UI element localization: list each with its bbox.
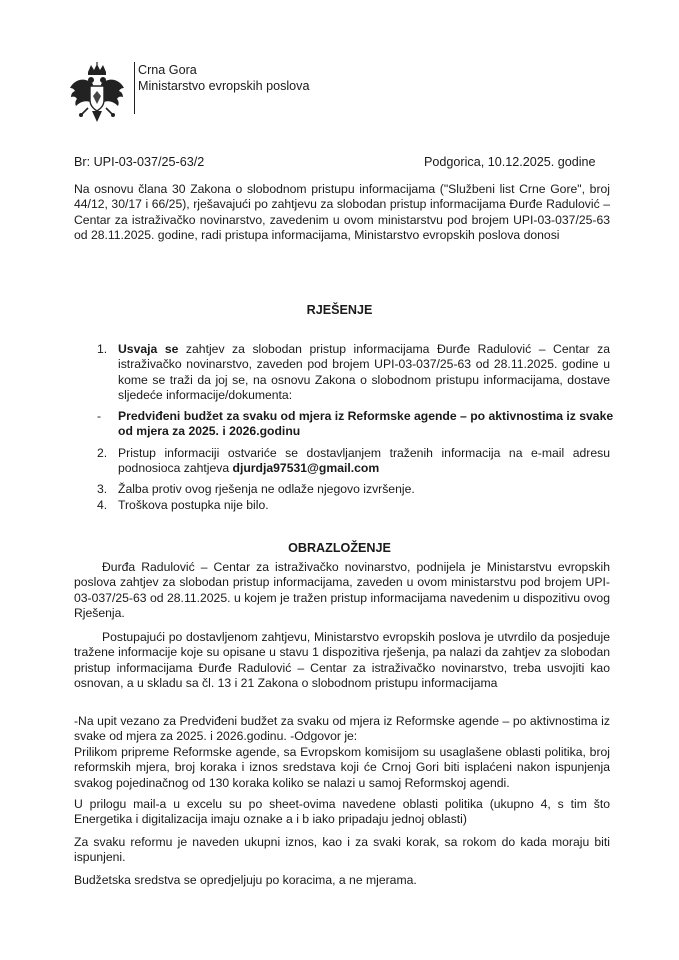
coat-of-arms-icon xyxy=(66,62,128,126)
reasoning-paragraph-4: Prilikom pripreme Reformske agende, sa Evropskom komisijom su usaglašene oblasti politika, broj reformskih mjera, broj koraka i iznos sredstava koji će Crnoj Gori biti isplaćeni nakon ispunjenja svakog pojedinačnog od 130 koraka koliko se nalazi u samoj Reformskoj agendi. xyxy=(74,745,610,790)
reasoning-paragraph-6: Za svaku reformu je naveden ukupni iznos, kao i za svaki korak, sa rokom do kada moraju biti ispunjeni. xyxy=(74,835,610,865)
reasoning-paragraph-5: U prilogu mail-a u excelu su po sheet-ovima navedene oblasti politika (ukupno 4, s tim što Energetika i digitalizacija imaju oznake a i b iako pripadaju jednoj oblasti) xyxy=(74,797,610,827)
document-number: Br: UPI-03-037/25-63/2 xyxy=(74,155,205,169)
item-3-text: Žalba protiv ovog rješenja ne odlaže njegovo izvršenje. xyxy=(118,482,415,496)
item-2-number: 2. xyxy=(97,446,108,460)
requester-email: djurdja97531@gmail.com xyxy=(232,461,380,476)
reasoning-paragraph-1: Đurđa Radulović – Centar za istraživačko novinarstvo, podnijela je Ministarstvu evropskih poslova zahtjev za slobodan pristup informacijama, zaveden u ovom ministarstvu pod brojem UPI-03-037/25-63 od 28.11.2025. u kojem je tražen pristup informacijama navedenim u dispozitivu ovog Rješenja. xyxy=(74,560,610,620)
decision-title: RJEŠENJE xyxy=(306,303,373,317)
place-date: Podgorica, 10.12.2025. godine xyxy=(424,155,596,169)
item-1-bold: Usvaja se xyxy=(118,342,179,356)
header-country: Crna Gora xyxy=(138,63,197,77)
item-3-number: 3. xyxy=(97,482,108,496)
reasoning-title: OBRAZLOŽENJE xyxy=(288,541,391,555)
intro-paragraph: Na osnovu člana 30 Zakona o slobodnom pristupu informacijama ("Službeni list Crne Gore", broj 44/12, 30/17 i 66/25), rješavajući po zahtjevu za slobodan pristup informacijama Đurđe Radulović – Centar za istraživačko novinarstvo, zavedenim u ovom ministarstvu pod brojem UPI-03-037/25-63 od 28.11.2025. godine, radi pristupa informacijama, Ministarstvo evropskih poslova donosi xyxy=(74,182,610,242)
header-ministry: Ministarstvo evropskih poslova xyxy=(138,79,310,93)
item-1-number: 1. xyxy=(97,342,108,356)
item-1-text xyxy=(118,342,610,403)
header-divider xyxy=(134,62,135,114)
item-1-body: zahtjev za slobodan pristup informacijama Đurđe Radulović – Centar za istraživačko novinarstvo, zaveden pod brojem UPI-03-037/25-63 od 28.11.2025. godine u kome se traži da joj se, na osnovu Zakona o slobodnom pristupu informacijama, dostave sljedeće informacije/dokumenta: xyxy=(118,342,610,402)
reasoning-paragraph-7: Budžetska sredstva se opredjeljuju po koracima, a ne mjerama. xyxy=(74,873,417,887)
reasoning-paragraph-3: -Na upit vezano za Predviđeni budžet za svaku od mjera iz Reformske agende – po aktivnostima iz svake od mjera za 2025. i 2026.godinu. -Odgovor je: xyxy=(74,714,610,744)
item-4-number: 4. xyxy=(97,498,108,512)
requested-information: Predviđeni budžet za svaku od mjera iz Reformske agende – po aktivnostima iz svake od mjera za 2025. i 2026.godinu xyxy=(118,409,614,439)
item-2-text xyxy=(118,446,610,477)
item-4-text: Troškova postupka nije bilo. xyxy=(118,498,269,512)
item-2-body: Pristup informaciji ostvariće se dostavljanjem traženih informacija na e-mail adresu podnosioca zahtjeva xyxy=(118,446,610,476)
reasoning-paragraph-2: Postupajući po dostavljenom zahtjevu, Ministarstvo evropskih poslova je utvrdilo da posjeduje tražene informacije koje su opisane u stavu 1 dispozitiva rješenja, pa nalazi da zahtjev za slobodan pristup informacijama Đurđe Radulović – Centar za istraživačko novinarstvo, treba usvojiti kao osnovan, a u skladu sa čl. 13 i 21 Zakona o slobodnom pristupu informacijama xyxy=(74,630,610,690)
dash-marker: - xyxy=(97,409,102,423)
